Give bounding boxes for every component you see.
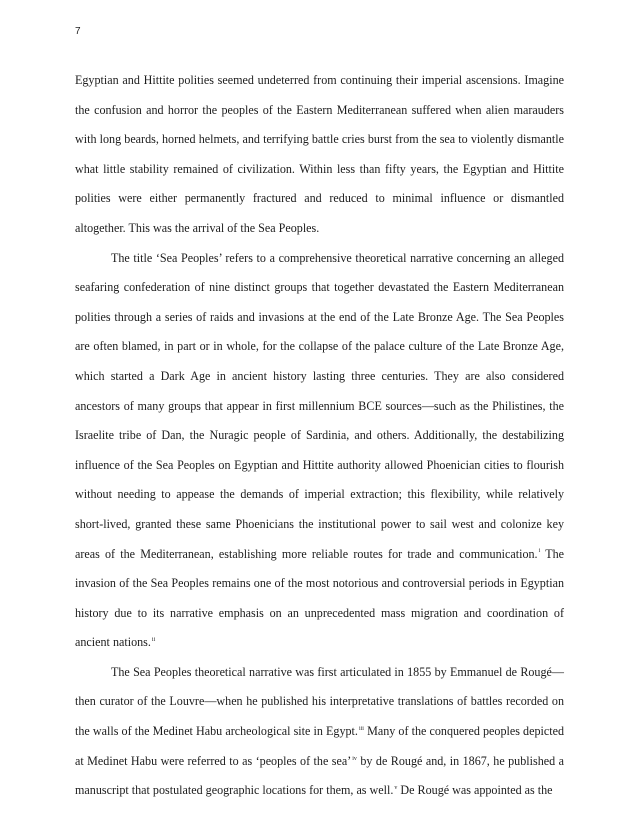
paragraph-1 — [75, 66, 564, 244]
endnote-marker[interactable]: i — [538, 548, 541, 555]
paragraph-text: by de Rougé and, in 1867, he published a manuscript that postulated geographic locations for them, as well. — [75, 753, 564, 798]
endnote-marker[interactable]: iii — [358, 726, 364, 733]
paragraph-text: The Sea Peoples theoretical narrative was first articulated in 1855 by Emmanuel de Rougé—then curator of the Louvre—when he published his interpretative translations of battles recorded on the walls of the Medinet Habu archeological site in Egypt. — [75, 664, 564, 739]
paragraph-text: The invasion of the Sea Peoples remains one of the most notorious and controversial periods in Egyptian history due to its narrative emphasis on an unprecedented mass migration and coordination of ancient nations. — [75, 546, 564, 650]
paragraph-2 — [75, 244, 564, 658]
endnote-marker[interactable]: ii — [151, 637, 156, 644]
endnote-marker[interactable]: iv — [352, 755, 357, 762]
page-number: 7 — [75, 26, 81, 37]
document-body — [75, 66, 564, 806]
paragraph-text: The title ‘Sea Peoples’ refers to a comprehensive theoretical narrative concerning an alleged seafaring confederation of nine distinct groups that together devastated the Eastern Mediterranean polities through a series of raids and invasions at the end of the Late Bronze Age. The Sea Peoples are often blamed, in part or in whole, for the collapse of the palace culture of the Late Bronze Age, which started a Dark Age in ancient history lasting three centuries. They are also considered ancestors of many groups that appear in first millennium BCE sources—such as the Philistines, the Israelite tribe of Dan, the Nuragic people of Sardinia, and others. Additionally, the destabilizing influence of the Sea Peoples on Egyptian and Hittite authority allowed Phoenician cities to flourish without needing to appease the demands of imperial extraction; this flexibility, while relatively short-lived, granted these same Phoenicians the institutional power to sail west and colonize key areas of the Mediterranean, establishing more reliable routes for trade and communication. — [75, 250, 564, 561]
paragraph-3 — [75, 658, 564, 806]
paragraph-text: De Rougé was appointed as the — [397, 783, 553, 798]
endnote-marker[interactable]: v — [394, 785, 398, 792]
paragraph-text: Many of the conquered peoples depicted at Medinet Habu were referred to as ‘peoples of the sea’ — [75, 724, 565, 768]
paragraph-text: Egyptian and Hittite polities seemed undeterred from continuing their imperial ascensions. Imagine the confusion and horror the peoples of the Eastern Mediterranean suffered when alien marauders with long beards, horned helmets, and terrifying battle cries burst from the sea to violently dismantle what little stability remained of civilization. Within less than fifty years, the Egyptian and Hittite polities were either permanently fractured and reduced to minimal influence or dismantled altogether. This was the arrival of the Sea Peoples. — [75, 73, 564, 235]
